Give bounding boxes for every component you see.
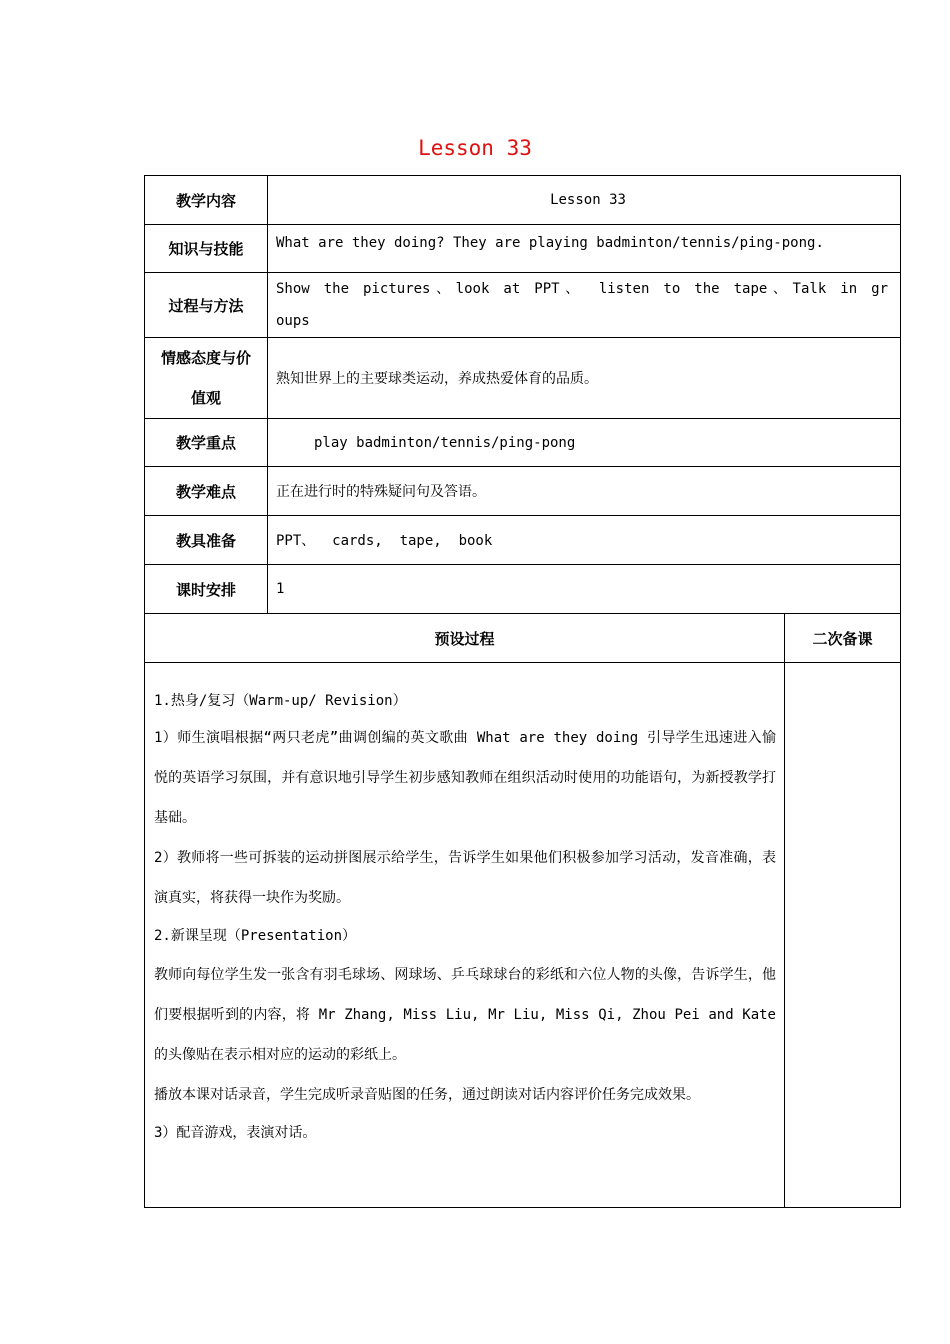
table-row (145, 663, 901, 1208)
process-paragraph: 1.热身/复习（Warm-up/ Revision） (154, 693, 407, 709)
process-paragraph: 1）师生演唱根据“两只老虎”曲调创编的英文歌曲 What are they doing 引导学生迅速进入愉悦的英语学习氛围，并有意识地引导学生初步感知教师在组织活动时使用的功能语句，为新授教学打基础。 (154, 730, 776, 826)
row-value-line: oups (276, 313, 310, 329)
table-row (145, 467, 901, 516)
process-paragraph: 3）配音游戏，表演对话。 (154, 1125, 317, 1141)
process-content (145, 663, 785, 1208)
row-value: 正在进行时的特殊疑问句及答语。 (268, 467, 901, 516)
process-paragraph: 播放本课对话录音，学生完成听录音贴图的任务，通过朗读对话内容评价任务完成效果。 (154, 1087, 700, 1103)
row-label: 课时安排 (145, 565, 268, 614)
row-label-line: 值观 (190, 389, 221, 407)
row-label: 过程与方法 (145, 273, 268, 338)
row-label: 知识与技能 (145, 225, 268, 273)
second-prep-header: 二次备课 (785, 614, 901, 663)
row-value: PPT、 cards, tape, book (268, 516, 901, 565)
second-prep-cell (785, 663, 901, 1208)
process-paragraph: 2）教师将一些可拆装的运动拼图展示给学生，告诉学生如果他们积极参加学习活动，发音准确，表演真实，将获得一块作为奖励。 (154, 850, 776, 906)
row-label (145, 338, 268, 419)
table-row (145, 273, 901, 338)
row-label: 教学重点 (145, 419, 268, 467)
table-row (145, 565, 901, 614)
document-title: Lesson 33 (418, 136, 532, 160)
table-row (145, 614, 901, 663)
row-label: 教学难点 (145, 467, 268, 516)
table-row (145, 516, 901, 565)
row-label: 教具准备 (145, 516, 268, 565)
row-value: 1 (268, 565, 901, 614)
row-label-line: 情感态度与价 (160, 349, 251, 367)
process-paragraph: 2.新课呈现（Presentation） (154, 928, 357, 944)
process-header: 预设过程 (145, 614, 785, 663)
row-value: What are they doing? They are playing badminton/tennis/ping-pong. (268, 225, 901, 273)
row-value: Lesson 33 (268, 176, 901, 225)
lesson-plan-table (144, 175, 901, 1208)
table-row (145, 419, 901, 467)
row-value: 熟知世界上的主要球类运动，养成热爱体育的品质。 (268, 338, 901, 419)
process-paragraph: 教师向每位学生发一张含有羽毛球场、网球场、乒乓球球台的彩纸和六位人物的头像，告诉学生，他们要根据听到的内容，将 Mr Zhang, Miss Liu, Mr Liu, Miss Qi, Zhou Pei and Kate 的头像贴在表示相对应的运动的彩纸上。 (154, 967, 776, 1063)
row-value-line: Show the pictures、look at PPT、 listen to the tape、Talk in gr (276, 281, 889, 297)
row-value: play badminton/tennis/ping-pong (268, 419, 901, 467)
table-row (145, 176, 901, 225)
row-label: 教学内容 (145, 176, 268, 225)
table-row (145, 225, 901, 273)
table-row (145, 338, 901, 419)
row-value (268, 273, 901, 338)
